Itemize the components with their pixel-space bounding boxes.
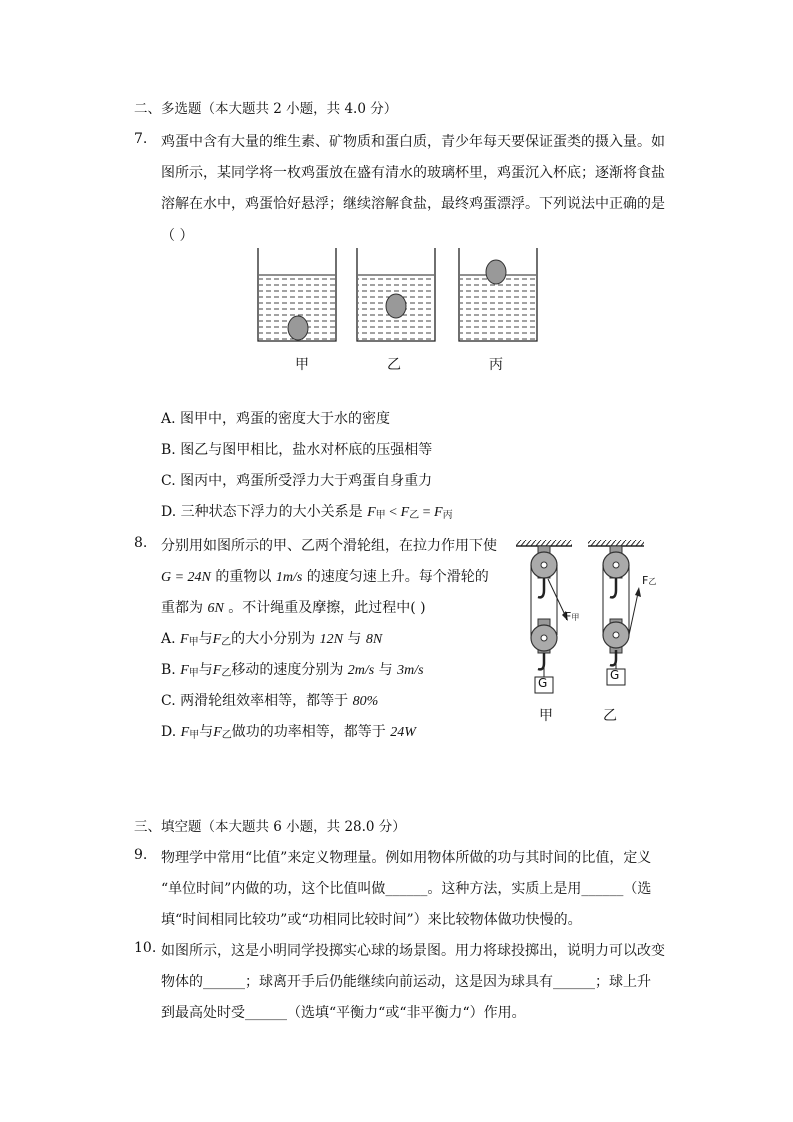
- option-letter: D.: [161, 504, 177, 520]
- question-7-line-4: （ ）: [161, 228, 194, 244]
- option-text: 图甲中，鸡蛋的密度大于水的密度: [180, 411, 391, 427]
- question-8-line-3: 重都为 6N 。不计绳重及摩擦，此过程中( ): [161, 600, 426, 616]
- question-7-line-3: 溶解在水中，鸡蛋恰好悬浮；继续溶解食盐，最终鸡蛋漂浮。下列说法中正确的是: [161, 196, 665, 212]
- option-text: 三种状态下浮力的大小关系是: [180, 504, 363, 520]
- force-label-jia: F甲: [565, 610, 580, 623]
- q8-option-a[interactable]: A. $F_甲$与$F_乙$的大小分别为 12N 与 8N: [161, 631, 383, 648]
- figure-label-yi: 乙: [387, 357, 401, 373]
- figure-label-jia: 甲: [295, 357, 309, 373]
- question-8-line-2: G = 24N 的重物以 1m/s 的速度匀速上升。每个滑轮的: [161, 569, 489, 585]
- question-8-number: 8.: [134, 535, 148, 551]
- question-9-line-3: 填“时间相同比较功”或“功相同比较时间”）来比较物体做功快慢的。: [161, 912, 582, 928]
- force-label-yi: F乙: [642, 574, 657, 587]
- beaker-bing: [459, 248, 537, 341]
- figure-label-bing: 丙: [489, 357, 503, 373]
- beaker-yi: [357, 248, 435, 341]
- q8-option-c[interactable]: C. 两滑轮组效率相等，都等于 80%: [161, 693, 379, 709]
- question-10-line-2: 物体的______；球离开手后仍能继续向前运动，这是因为球具有______；球上升: [161, 974, 651, 990]
- weight-g-yi: G: [610, 668, 620, 682]
- pulley-system-jia: [516, 540, 572, 693]
- pulley-label-yi: 乙: [603, 708, 617, 724]
- section-heading-fill-blank: 三、填空题（本大题共 6 小题，共 28.0 分）: [134, 819, 406, 835]
- q7-option-d[interactable]: [161, 501, 453, 521]
- question-7-line-1: 鸡蛋中含有大量的维生素、矿物质和蛋白质，青少年每天要保证蛋类的摄入量。如: [161, 134, 665, 150]
- question-10-line-3: 到最高处时受______（选填“平衡力“或“非平衡力“）作用。: [161, 1005, 526, 1021]
- question-7-line-2: 图所示，某同学将一枚鸡蛋放在盛有清水的玻璃杯里，鸡蛋沉入杯底；逐渐将食盐: [161, 165, 665, 181]
- question-10-number: 10.: [134, 940, 157, 956]
- pulley-label-jia: 甲: [539, 708, 553, 724]
- buoyancy-relation: $F_甲 < F_乙 = F_丙$: [367, 505, 453, 521]
- option-text: 图丙中，鸡蛋所受浮力大于鸡蛋自身重力: [180, 473, 433, 489]
- weight-g-jia: G: [538, 676, 548, 690]
- question-8-line-1: 分别用如图所示的甲、乙两个滑轮组，在拉力作用下使: [161, 538, 497, 554]
- option-letter: A.: [161, 411, 176, 427]
- pulley-figure: [510, 535, 670, 745]
- q7-option-b[interactable]: [161, 439, 432, 459]
- question-9-line-2: “单位时间”内做的功，这个比值叫做______。这种方法，实质上是用______（选: [161, 881, 652, 897]
- q7-option-c[interactable]: [161, 470, 432, 490]
- question-9-number: 9.: [134, 847, 148, 863]
- question-7-number: 7.: [134, 131, 148, 147]
- pulley-system-yi: [588, 540, 644, 685]
- q8-option-b[interactable]: B. $F_甲$与$F_乙$移动的速度分别为 2m/s 与 3m/s: [161, 662, 424, 679]
- question-10-line-1: 如图所示，这是小明同学投掷实心球的场景图。用力将球投掷出，说明力可以改变: [161, 943, 665, 959]
- egg-bing: [486, 260, 506, 284]
- option-letter: B.: [161, 442, 176, 458]
- egg-jia: [288, 316, 308, 340]
- q8-option-d[interactable]: D. $F_甲$与$F_乙$做功的功率相等，都等于 24W: [161, 724, 416, 741]
- beaker-jia: [258, 248, 336, 341]
- egg-yi: [386, 294, 406, 318]
- q7-option-a[interactable]: [161, 408, 390, 428]
- option-text: 图乙与图甲相比，盐水对杯底的压强相等: [180, 442, 433, 458]
- question-9-line-1: 物理学中常用“比值”来定义物理量。例如用物体所做的功与其时间的比值，定义: [161, 850, 652, 866]
- section-heading-multiple-choice: 二、多选题（本大题共 2 小题，共 4.0 分）: [134, 101, 398, 117]
- option-letter: C.: [161, 473, 176, 489]
